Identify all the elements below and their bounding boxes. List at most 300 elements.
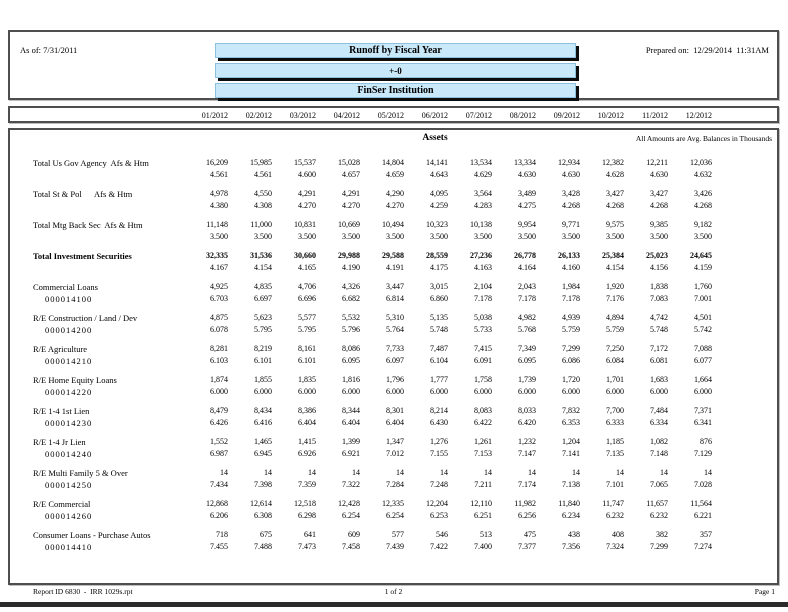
report-footer [8,587,779,596]
rate-value: 6.000 [518,387,536,396]
balance-value: 1,465 [254,437,272,446]
rate-value: 4.164 [518,263,536,272]
balance-value: 4,982 [518,313,536,322]
rate-value: 5.796 [342,325,360,334]
balance-value: 4,706 [298,282,316,291]
rate-value: 5.733 [474,325,492,334]
rate-line [10,293,777,305]
balance-value: 5,310 [386,313,404,322]
account-block [10,467,777,491]
balance-value: 1,920 [606,282,624,291]
balance-value: 4,291 [298,189,316,198]
account-number: 000014220 [45,387,93,397]
balance-value: 8,219 [254,344,272,353]
rate-value: 3.500 [342,232,360,241]
column-header-spacer [10,110,186,122]
rate-line [10,200,777,212]
account-block [10,250,777,274]
account-block [10,219,777,243]
rate-line [10,448,777,460]
rate-value: 5.768 [518,325,536,334]
balance-value: 9,771 [562,220,580,229]
rate-value: 6.000 [474,387,492,396]
balance-value: 14,804 [382,158,404,167]
rate-value: 4.154 [254,263,272,272]
account-label: Total Us Gov Agency Afs & Htm [33,158,149,168]
balance-value: 382 [656,530,668,539]
rate-value: 6.000 [210,387,228,396]
balance-value: 1,232 [518,437,536,446]
prepared-on-date: Prepared on: 12/29/2014 11:31AM [645,45,769,55]
rate-value: 5.742 [694,325,712,334]
balance-value: 24,645 [690,251,712,260]
balance-value: 1,701 [606,375,624,384]
rate-value: 6.077 [694,356,712,365]
rate-line [10,355,777,367]
account-block [10,157,777,181]
rate-value: 6.101 [298,356,316,365]
rate-value: 6.404 [342,418,360,427]
rate-value: 3.500 [650,232,668,241]
rate-value: 4.191 [386,263,404,272]
rate-value: 4.283 [474,201,492,210]
rate-value: 5.759 [606,325,624,334]
balance-value: 4,894 [606,313,624,322]
balance-line [10,343,777,355]
rate-value: 3.500 [606,232,624,241]
account-label: R/E Home Equity Loans [33,375,117,385]
balance-value: 7,832 [562,406,580,415]
rate-value: 6.814 [386,294,404,303]
balance-value: 8,214 [430,406,448,415]
balance-value: 1,720 [562,375,580,384]
rate-value: 7.434 [210,480,228,489]
rate-value: 6.697 [254,294,272,303]
balance-value: 15,537 [294,158,316,167]
report-subtitle-banner: +-0 [215,63,576,78]
balance-value: 1,796 [386,375,404,384]
balance-value: 14 [440,468,448,477]
rate-value: 6.333 [606,418,624,427]
account-number [10,231,186,243]
rate-value: 7.377 [518,542,536,551]
rate-value: 6.097 [386,356,404,365]
balance-value: 26,133 [558,251,580,260]
page-number: Page 1 [754,587,775,596]
rate-value: 4.175 [430,263,448,272]
account-number [10,262,186,274]
rate-value: 3.500 [430,232,448,241]
rate-value: 6.078 [210,325,228,334]
account-label: Consumer Loans - Purchase Autos [33,530,151,540]
account-number: 000014210 [45,356,93,366]
balance-value: 12,934 [558,158,580,167]
rate-value: 4.275 [518,201,536,210]
column-header-month: 10/2012 [597,111,624,120]
rate-value: 7.439 [386,542,404,551]
balance-value: 12,110 [470,499,492,508]
balance-value: 16,209 [206,158,228,167]
balance-value: 5,532 [342,313,360,322]
rate-value: 6.000 [342,387,360,396]
balance-value: 14 [220,468,228,477]
rate-value: 6.696 [298,294,316,303]
balance-value: 7,484 [650,406,668,415]
rate-line [10,262,777,274]
rate-value: 6.334 [650,418,668,427]
balance-value: 12,382 [602,158,624,167]
rate-value: 6.091 [474,356,492,365]
rate-value: 7.001 [694,294,712,303]
balance-value: 7,299 [562,344,580,353]
balance-value: 14 [572,468,580,477]
balance-value: 1,185 [606,437,624,446]
balance-value: 7,349 [518,344,536,353]
balance-value: 876 [700,437,712,446]
balance-value: 10,323 [426,220,448,229]
account-label: R/E Commercial [33,499,91,509]
rate-value: 4.561 [254,170,272,179]
balance-value: 31,536 [250,251,272,260]
account-block [10,343,777,367]
rate-value: 6.430 [430,418,448,427]
balance-value: 3,427 [606,189,624,198]
balance-value: 1,399 [342,437,360,446]
rate-value: 7.178 [562,294,580,303]
balance-value: 8,086 [342,344,360,353]
balance-value: 4,290 [386,189,404,198]
rate-value: 5.748 [430,325,448,334]
rate-value: 7.299 [650,542,668,551]
balance-line [10,281,777,293]
rate-value: 6.253 [430,511,448,520]
account-block [10,188,777,212]
rate-value: 7.324 [606,542,624,551]
balance-value: 1,683 [650,375,668,384]
balance-value: 5,577 [298,313,316,322]
rate-value: 7.012 [386,449,404,458]
balance-value: 9,182 [694,220,712,229]
account-label: R/E Multi Family 5 & Over [33,468,128,478]
rate-value: 7.178 [518,294,536,303]
balance-value: 7,700 [606,406,624,415]
balance-value: 8,083 [474,406,492,415]
rate-value: 6.000 [694,387,712,396]
balance-value: 4,978 [210,189,228,198]
rate-value: 6.000 [430,387,448,396]
account-number: 000014100 [45,294,93,304]
rate-value: 5.759 [562,325,580,334]
balance-line [10,467,777,479]
balance-value: 1,855 [254,375,272,384]
balance-value: 11,657 [646,499,668,508]
balance-value: 3,564 [474,189,492,198]
balance-value: 12,614 [250,499,272,508]
units-note: All Amounts are Avg. Balances in Thousands [635,134,772,143]
balance-value: 8,386 [298,406,316,415]
balance-value: 438 [568,530,580,539]
rate-line [10,541,777,553]
rate-value: 7.178 [474,294,492,303]
rate-value: 4.643 [430,170,448,179]
rate-value: 3.500 [474,232,492,241]
rate-value: 6.341 [694,418,712,427]
rate-value: 4.154 [606,263,624,272]
balance-value: 1,415 [298,437,316,446]
rate-value: 6.256 [518,511,536,520]
rate-value: 4.268 [562,201,580,210]
balance-value: 15,028 [338,158,360,167]
rate-value: 4.630 [650,170,668,179]
account-number: 000014200 [45,325,93,335]
balance-value: 1,984 [562,282,580,291]
balance-line [10,498,777,510]
account-rows-container [10,157,777,553]
balance-value: 1,276 [430,437,448,446]
rate-value: 7.147 [518,449,536,458]
balance-value: 12,518 [294,499,316,508]
rate-value: 4.259 [430,201,448,210]
column-header-month: 04/2012 [333,111,360,120]
rate-value: 6.308 [254,511,272,520]
balance-value: 10,831 [294,220,316,229]
rate-value: 6.103 [210,356,228,365]
rate-value: 7.129 [694,449,712,458]
balance-value: 8,434 [254,406,272,415]
balance-value: 641 [304,530,316,539]
rate-value: 7.398 [254,480,272,489]
rate-value: 6.353 [562,418,580,427]
balance-value: 4,835 [254,282,272,291]
balance-value: 12,428 [338,499,360,508]
rate-value: 6.095 [342,356,360,365]
balance-value: 14 [616,468,624,477]
balance-value: 27,236 [470,251,492,260]
account-number [10,169,186,181]
balance-value: 8,033 [518,406,536,415]
balance-value: 3,426 [694,189,712,198]
rate-value: 7.138 [562,480,580,489]
balance-line [10,405,777,417]
section-header-line [10,133,777,148]
rate-value: 6.420 [518,418,536,427]
balance-value: 13,334 [514,158,536,167]
balance-line [10,436,777,448]
balance-value: 13,534 [470,158,492,167]
balance-value: 11,840 [558,499,580,508]
rate-value: 6.254 [386,511,404,520]
balance-value: 14 [352,468,360,477]
report-title-banner: Runoff by Fiscal Year [215,43,576,58]
balance-value: 7,487 [430,344,448,353]
rate-value: 5.748 [650,325,668,334]
balance-value: 1,835 [298,375,316,384]
balance-value: 32,335 [206,251,228,260]
rate-value: 4.632 [694,170,712,179]
balance-value: 4,550 [254,189,272,198]
rate-value: 6.860 [430,294,448,303]
rate-line [10,231,777,243]
balance-line [10,529,777,541]
rate-value: 3.500 [254,232,272,241]
rate-value: 3.500 [562,232,580,241]
rate-value: 6.426 [210,418,228,427]
rate-value: 5.795 [298,325,316,334]
rate-value: 7.400 [474,542,492,551]
rate-value: 6.234 [562,511,580,520]
rate-value: 7.274 [694,542,712,551]
balance-value: 3,489 [518,189,536,198]
balance-value: 15,985 [250,158,272,167]
rate-value: 6.000 [254,387,272,396]
rate-value: 6.703 [210,294,228,303]
account-number: 000014250 [45,480,93,490]
rate-value: 6.251 [474,511,492,520]
column-header-band [8,106,779,123]
balance-value: 1,760 [694,282,712,291]
balance-value: 14 [528,468,536,477]
column-header-month: 01/2012 [201,111,228,120]
balance-value: 9,575 [606,220,624,229]
rate-value: 6.921 [342,449,360,458]
rate-value: 4.308 [254,201,272,210]
balance-value: 513 [480,530,492,539]
rate-value: 7.211 [474,480,492,489]
rate-value: 4.270 [298,201,316,210]
rate-value: 7.174 [518,480,536,489]
balance-value: 546 [436,530,448,539]
report-table-band [8,128,779,585]
rate-value: 4.270 [386,201,404,210]
rate-value: 7.359 [298,480,316,489]
account-number: 000014260 [45,511,93,521]
balance-value: 1,874 [210,375,228,384]
rate-value: 6.000 [386,387,404,396]
rate-value: 7.153 [474,449,492,458]
rate-value: 3.500 [298,232,316,241]
page-count: 1 of 2 [384,587,403,596]
rate-value: 7.458 [342,542,360,551]
balance-value: 7,371 [694,406,712,415]
report-header-band [8,30,779,100]
balance-value: 14 [308,468,316,477]
balance-value: 1,838 [650,282,668,291]
balance-value: 14 [264,468,272,477]
balance-value: 8,301 [386,406,404,415]
rate-value: 6.416 [254,418,272,427]
balance-value: 3,427 [650,189,668,198]
balance-value: 10,669 [338,220,360,229]
rate-value: 6.945 [254,449,272,458]
balance-value: 2,104 [474,282,492,291]
rate-value: 4.561 [210,170,228,179]
rate-value: 4.380 [210,201,228,210]
rate-value: 6.298 [298,511,316,520]
balance-value: 4,501 [694,313,712,322]
rate-value: 4.628 [606,170,624,179]
account-block [10,498,777,522]
rate-value: 6.232 [650,511,668,520]
rate-value: 4.156 [650,263,668,272]
balance-value: 12,204 [426,499,448,508]
rate-value: 4.600 [298,170,316,179]
balance-value: 11,000 [250,220,272,229]
rate-value: 6.682 [342,294,360,303]
column-header-month: 08/2012 [509,111,536,120]
balance-line [10,312,777,324]
rate-value: 6.422 [474,418,492,427]
column-header-month: 03/2012 [289,111,316,120]
rate-value: 7.356 [562,542,580,551]
balance-value: 11,982 [514,499,536,508]
rate-value: 7.284 [386,480,404,489]
rate-value: 3.500 [386,232,404,241]
balance-value: 12,211 [646,158,668,167]
balance-value: 9,385 [650,220,668,229]
window-bottom-edge [0,602,788,607]
balance-line [10,157,777,169]
rate-value: 4.630 [562,170,580,179]
balance-line [10,374,777,386]
balance-value: 7,172 [650,344,668,353]
as-of-date: As of: 7/31/2011 [20,45,78,55]
column-header-month: 05/2012 [377,111,404,120]
balance-value: 4,742 [650,313,668,322]
balance-value: 11,564 [690,499,712,508]
rate-value: 4.629 [474,170,492,179]
account-block [10,529,777,553]
rate-value: 6.404 [386,418,404,427]
rate-value: 6.000 [562,387,580,396]
rate-line [10,479,777,491]
balance-value: 29,588 [382,251,404,260]
balance-value: 8,479 [210,406,228,415]
rate-value: 6.101 [254,356,272,365]
account-block [10,281,777,305]
balance-value: 1,816 [342,375,360,384]
rate-value: 4.268 [650,201,668,210]
balance-value: 1,082 [650,437,668,446]
rate-value: 5.795 [254,325,272,334]
balance-value: 7,088 [694,344,712,353]
balance-value: 11,148 [206,220,228,229]
rate-value: 6.081 [650,356,668,365]
rate-value: 6.206 [210,511,228,520]
balance-value: 26,778 [514,251,536,260]
balance-value: 14 [396,468,404,477]
balance-value: 1,777 [430,375,448,384]
column-header-month: 02/2012 [245,111,272,120]
balance-value: 4,291 [342,189,360,198]
account-label: Total St & Pol Afs & Htm [33,189,133,199]
balance-value: 12,335 [382,499,404,508]
balance-value: 14 [704,468,712,477]
rate-value: 4.190 [342,263,360,272]
rate-value: 6.084 [606,356,624,365]
balance-value: 4,326 [342,282,360,291]
balance-value: 29,988 [338,251,360,260]
balance-value: 14 [484,468,492,477]
balance-value: 1,739 [518,375,536,384]
balance-value: 5,623 [254,313,272,322]
institution-name-banner: FinSer Institution [215,83,576,98]
balance-value: 3,015 [430,282,448,291]
rate-line [10,169,777,181]
rate-line [10,510,777,522]
rate-value: 4.657 [342,170,360,179]
balance-value: 2,043 [518,282,536,291]
balance-value: 357 [700,530,712,539]
